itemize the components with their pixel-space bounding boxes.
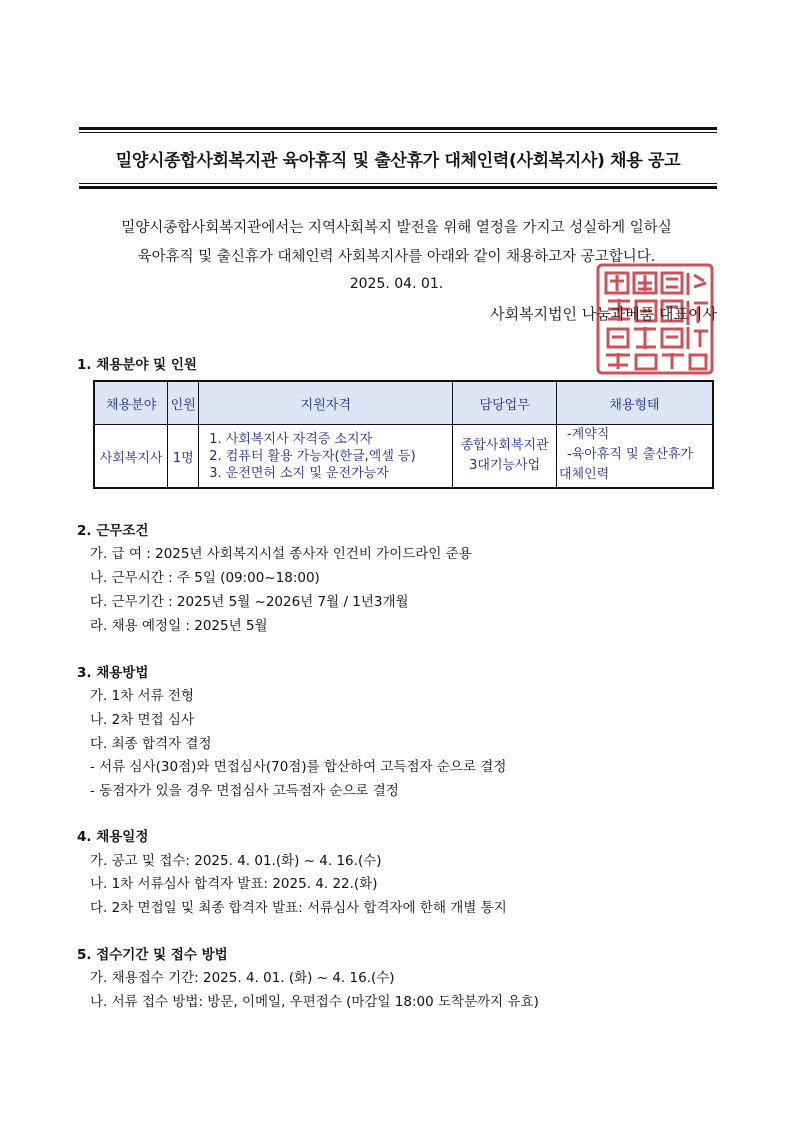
header-count: 인원	[168, 381, 199, 425]
intro-line-1: 밀양시종합사회복지관에서는 지역사회복지 발전을 위해 열정을 가지고 성실하게 일하실	[121, 220, 672, 236]
condition-item: 라. 채용 예정일 : 2025년 5월	[90, 618, 268, 634]
intro-line-2: 육아휴직 및 출신휴가 대체인력 사회복지사를 아래와 같이 채용하고자 공고합니다.	[137, 249, 656, 265]
employment-line: -계약직	[566, 427, 610, 442]
schedule-item: 나. 1차 서류심사 합격자 발표: 2025. 4. 22.(화)	[90, 876, 378, 892]
table-row	[94, 425, 713, 489]
title-bottom-rule-thin	[79, 183, 717, 184]
qualification-item: 2. 컴퓨터 활용 가능자(한글,엑셀 등)	[209, 448, 416, 464]
condition-item: 나. 근무시간 : 주 5일 (09:00~18:00)	[90, 570, 320, 586]
cell-count: 1명	[168, 425, 199, 489]
method-item: - 서류 심사(30점)와 면접심사(70점)를 합산하여 고득점자 순으로 결정	[90, 759, 507, 775]
header-employment: 채용형태	[556, 381, 713, 425]
cell-duty	[453, 425, 557, 489]
cell-employment	[556, 425, 713, 489]
section-5-heading: 5. 접수기간 및 접수 방법	[77, 947, 228, 963]
application-item: 나. 서류 접수 방법: 방문, 이메일, 우편접수 (마감일 18:00 도착분까지 유효)	[90, 994, 539, 1010]
qualification-item: 1. 사회복지사 자격증 소지자	[209, 431, 373, 447]
header-duty: 담당업무	[453, 381, 557, 425]
section-3-heading: 3. 채용방법	[77, 665, 149, 681]
announcement-date: 2025. 04. 01.	[349, 276, 444, 292]
application-item: 가. 채용접수 기간: 2025. 4. 01. (화) ~ 4. 16.(수)	[90, 970, 395, 986]
cell-qualifications	[199, 425, 453, 489]
title-top-rule-thin	[79, 132, 717, 133]
schedule-item: 다. 2차 면접일 및 최종 합격자 발표: 서류심사 합격자에 한해 개별 통지	[90, 900, 507, 916]
method-item: 다. 최종 합격자 결정	[90, 736, 212, 752]
method-item: - 동점자가 있을 경우 면접심사 고득점자 순으로 결정	[90, 783, 399, 799]
duty-line: 종합사회복지관	[460, 438, 549, 453]
employment-line: -육아휴직 및 출산휴가	[566, 447, 693, 462]
qualification-item: 3. 운전면허 소지 및 운전가능자	[209, 465, 389, 481]
condition-item: 가. 급 여 : 2025년 사회복지시설 종사자 인건비 가이드라인 준용	[90, 546, 472, 562]
page-title: 밀양시종합사회복지관 육아휴직 및 출산휴가 대체인력(사회복지사) 채용 공고	[115, 151, 681, 171]
duty-line: 3대기능사업	[469, 458, 541, 473]
issuer-name: 사회복지법인 나눔과베품 대표이사	[490, 305, 717, 323]
condition-item: 다. 근무기간 : 2025년 5월 ~2026년 7월 / 1년3개월	[90, 594, 409, 610]
method-item: 가. 1차 서류 전형	[90, 688, 194, 704]
title-top-rule-thick	[79, 127, 717, 130]
schedule-item: 가. 공고 및 접수: 2025. 4. 01.(화) ~ 4. 16.(수)	[90, 853, 382, 869]
method-item: 나. 2차 면접 심사	[90, 712, 194, 728]
section-2-heading: 2. 근무조건	[77, 523, 149, 539]
header-qualifications: 지원자격	[199, 381, 453, 425]
title-bottom-rule-thick	[79, 186, 717, 189]
header-field: 채용분야	[94, 381, 168, 425]
section-1-heading: 1. 채용분야 및 인원	[77, 357, 197, 373]
table-header-row	[94, 381, 713, 425]
section-4-heading: 4. 채용일정	[77, 829, 149, 845]
cell-field: 사회복지사	[94, 425, 168, 489]
employment-line: 대체인력	[558, 467, 610, 482]
recruitment-table	[93, 380, 714, 489]
